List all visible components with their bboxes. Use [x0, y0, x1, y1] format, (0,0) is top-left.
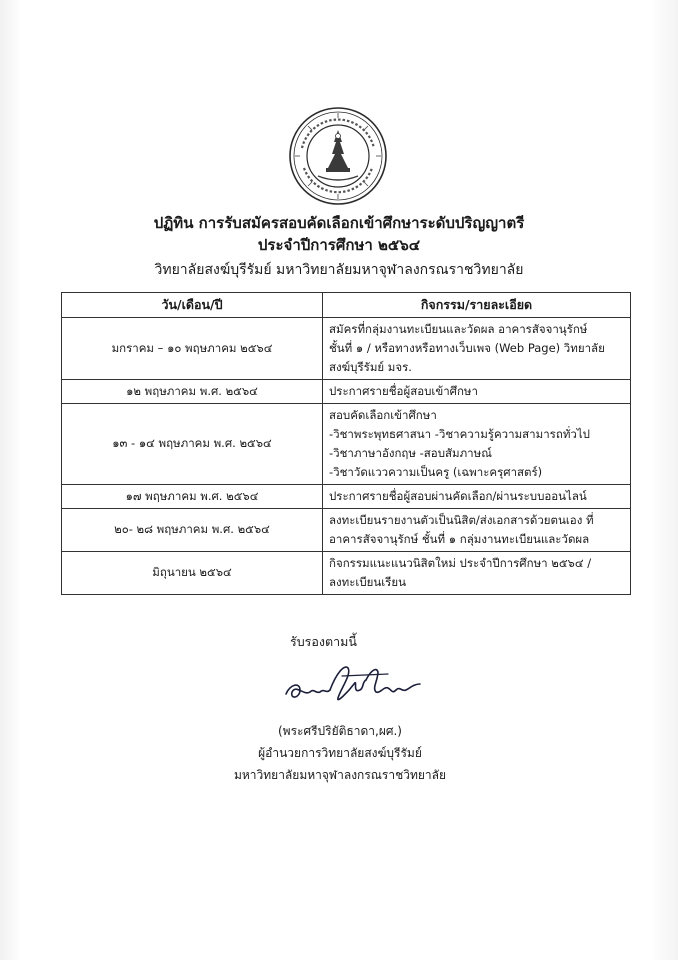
activity-line: -วิชาพระพุทธศาสนา -วิชาความรู้ความสามารถทั่วไป	[329, 427, 590, 441]
table-row	[62, 404, 631, 485]
row-date: ๑๓ - ๑๔ พฤษภาคม พ.ศ. ๒๕๖๔	[62, 404, 323, 485]
header-activity: กิจกรรม/รายละเอียด	[323, 293, 631, 318]
row-activity	[323, 552, 631, 595]
activity-line: อาคารสัจจานุรักษ์ ชั้นที่ ๑ กลุ่มงานทะเบียนและวัดผล	[329, 532, 590, 546]
table-row	[62, 552, 631, 595]
signer-organization: มหาวิทยาลัยมหาจุฬาลงกรณราชวิทยาลัย	[233, 768, 447, 782]
row-activity	[323, 485, 631, 509]
table-header-row	[62, 293, 631, 318]
table-row	[62, 509, 631, 552]
handwritten-signature	[278, 654, 428, 710]
university-seal-emblem	[288, 106, 388, 206]
signer-position: ผู้อำนวยการวิทยาลัยสงฆ์บุรีรัมย์	[258, 746, 422, 760]
row-activity	[323, 318, 631, 380]
activity-line: ประกาศรายชื่อผู้สอบเข้าศึกษา	[329, 384, 478, 398]
activity-line: -วิชาวัดแววความเป็นครู (เฉพาะครุศาสตร์)	[329, 465, 543, 479]
title-line-2: ประจำปีการศึกษา ๒๕๖๔	[257, 236, 421, 254]
table-row	[62, 318, 631, 380]
row-activity	[323, 380, 631, 404]
signer-name: (พระศรีปริยัติธาดา,ผศ.)	[278, 724, 402, 738]
document-title	[0, 212, 678, 282]
table-row	[62, 380, 631, 404]
activity-line: ลงทะเบียนรายงานตัวเป็นนิสิต/ส่งเอกสารด้วยตนเอง ที่	[329, 513, 594, 527]
row-date: มกราคม – ๑๐ พฤษภาคม ๒๕๖๔	[62, 318, 323, 380]
activity-line: สอบคัดเลือกเข้าศึกษา	[329, 408, 437, 422]
activity-line: สมัครที่กลุ่มงานทะเบียนและวัดผล อาคารสัจจานุรักษ์	[329, 322, 588, 336]
activity-line: สงฆ์บุรีรัมย์ มจร.	[329, 360, 412, 374]
row-date: มิถุนายน ๒๕๖๔	[62, 552, 323, 595]
title-line-3: วิทยาลัยสงฆ์บุรีรัมย์ มหาวิทยาลัยมหาจุฬาลงกรณราชวิทยาลัย	[154, 262, 524, 278]
title-line-1: ปฏิทิน การรับสมัครสอบคัดเลือกเข้าศึกษาระดับปริญญาตรี	[153, 214, 525, 232]
row-date: ๒๐- ๒๘ พฤษภาคม พ.ศ. ๒๕๖๔	[62, 509, 323, 552]
activity-line: ประกาศรายชื่อผู้สอบผ่านคัดเลือก/ผ่านระบบออนไลน์	[329, 489, 587, 503]
activity-line: ชั้นที่ ๑ / หรือทางหรือทางเว็บเพจ (Web Page) วิทยาลัย	[329, 341, 605, 355]
row-date: ๑๗ พฤษภาคม พ.ศ. ๒๕๖๔	[62, 485, 323, 509]
activity-line: กิจกรรมแนะแนวนิสิตใหม่ ประจำปีการศึกษา ๒๕๖๔ /	[329, 556, 592, 570]
activity-line: ลงทะเบียนเรียน	[329, 575, 406, 589]
activity-line: -วิชาภาษาอังกฤษ -สอบสัมภาษณ์	[329, 446, 492, 460]
table-row	[62, 485, 631, 509]
schedule-table	[61, 292, 631, 595]
row-date: ๑๒ พฤษภาคม พ.ศ. ๒๕๖๔	[62, 380, 323, 404]
header-date: วัน/เดือน/ปี	[62, 293, 323, 318]
row-activity	[323, 509, 631, 552]
row-activity	[323, 404, 631, 485]
approval-text: รับรองตามนี้	[290, 634, 357, 649]
signer-info	[230, 720, 450, 786]
